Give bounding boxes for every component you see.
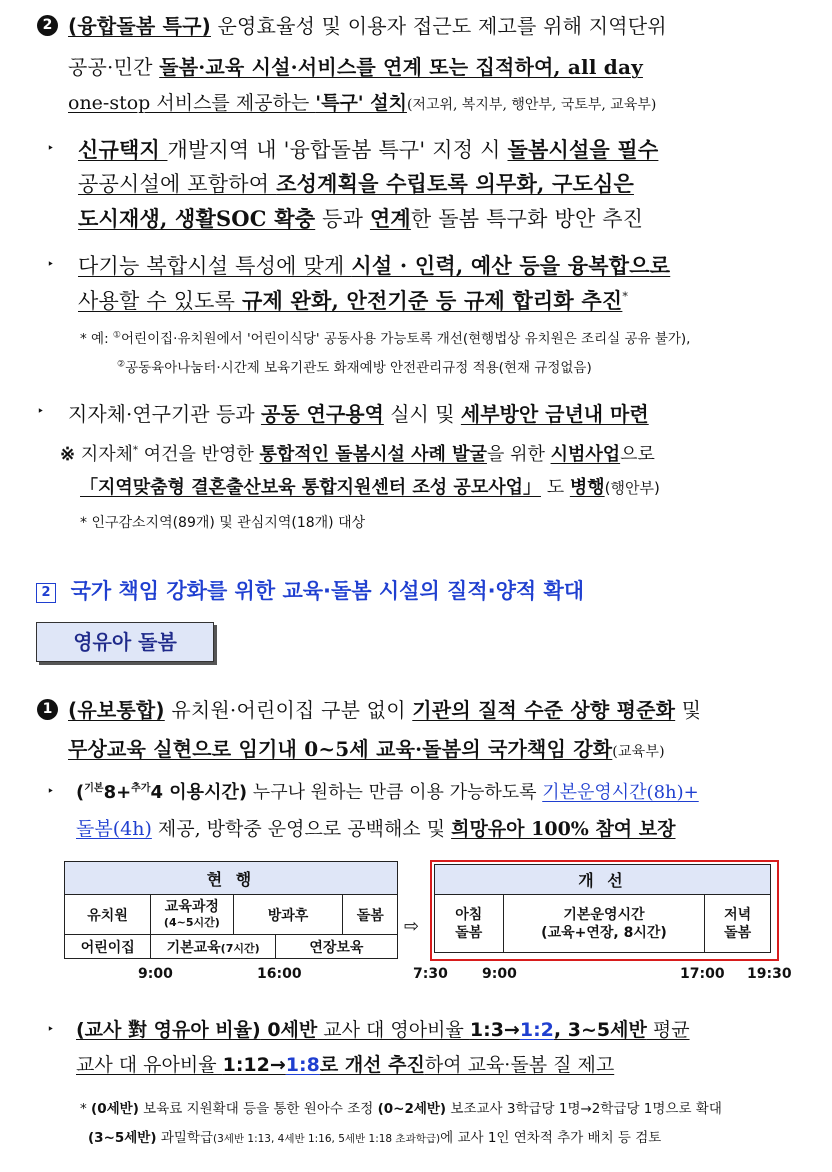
b2-n1a: * 예: <box>80 331 113 347</box>
c2-note2 <box>88 1126 661 1146</box>
current-system-table-row2 <box>64 934 398 959</box>
sec2-line3 <box>68 88 656 115</box>
cell-curriculum-hours: (4~5시간) <box>163 915 220 929</box>
improved-header: 개 선 <box>435 865 771 895</box>
b1-l1b: 개발지역 내 '융합돌봄 특구' 지정 시 <box>167 138 508 162</box>
b1-line1 <box>78 134 658 164</box>
sec1-l1b: 유치원·어린이집 구분 없이 <box>164 698 413 722</box>
b1-l3c: 연계 <box>369 206 411 231</box>
sec2-l3b: '특구' 설치 <box>315 92 407 114</box>
c2-l1f: , 3~5세반 <box>553 1019 647 1041</box>
time-label: 9:00 <box>482 966 517 982</box>
c2-n1d: (0~2세반) <box>377 1101 447 1117</box>
bullet-marker: ‣ <box>47 257 55 271</box>
b3-l1b: 공동 연구용역 <box>260 402 384 426</box>
category-tag: 영유아 돌봄 <box>36 622 214 662</box>
b1-l1c: 돌봄시설을 필수 <box>507 137 659 162</box>
c2-line1 <box>76 1015 690 1042</box>
sec2-head: (융합돌봄 특구) <box>68 14 211 38</box>
b2-line2 <box>78 285 628 315</box>
cell-extended: 연장보육 <box>275 935 397 959</box>
ref-l2a: 「지역맞춤형 결혼출산보육 통합지원센터 조성 공모사업」 <box>80 477 541 498</box>
c1-l1sup1: 기본 <box>84 783 104 794</box>
ref-l1f: 으로 <box>620 444 655 465</box>
sec1-line2 <box>68 733 665 762</box>
current-header: 현 행 <box>65 862 398 895</box>
time-label: 17:00 <box>680 966 725 982</box>
sec2-line1 <box>68 10 667 39</box>
cell-basic-edu <box>151 935 275 959</box>
b2-note2 <box>117 356 592 376</box>
sec2-l3c: (저고위, 복지부, 행안부, 국토부, 교육부) <box>406 97 657 113</box>
bullet-marker: ‣ <box>37 404 45 418</box>
b2-n1sup: ① <box>112 330 121 341</box>
c1-l1a: ( <box>76 782 85 803</box>
c2-l2d: 로 개선 추진 <box>319 1054 425 1076</box>
sec1-l2a: 무상교육 실현으로 임기내 0~5세 교육·돌봄의 국가책임 강화 <box>68 737 613 761</box>
cell-basic-edu-label: 기본교육 <box>166 939 221 956</box>
sec1-l2b: (교육부) <box>612 744 665 760</box>
cell-evening-label1: 저녁 <box>724 906 752 923</box>
sec1-l1c: 기관의 질적 수준 상향 평준화 <box>412 698 676 722</box>
c1-l2b: 제공, 방학중 운영으로 공백해소 및 <box>151 818 452 840</box>
c2-n2b: 과밀학급 <box>156 1130 213 1146</box>
b1-l3b: 등과 <box>315 207 370 231</box>
c2-l2a: 교사 대 유아비율 <box>76 1054 223 1076</box>
cell-basic-hours-label: 기본운영시간 <box>563 906 645 923</box>
cell-basic-edu-hours: (7시간) <box>220 941 260 955</box>
cell-kindergarten: 유치원 <box>65 895 151 935</box>
c2-l2e: 하여 교육·돌봄 질 제고 <box>424 1054 615 1076</box>
ref-l2c: 병행 <box>569 477 605 498</box>
c2-l1g: 평균 <box>646 1019 690 1041</box>
time-label: 19:30 <box>747 966 792 982</box>
ref-l1d: 을 위한 <box>486 444 551 465</box>
time-label: 9:00 <box>138 966 173 982</box>
c2-n2d: 에 교사 1인 연차적 추가 배치 등 검토 <box>440 1130 662 1146</box>
c1-l1sup2: 추가 <box>131 783 151 794</box>
current-system-table <box>64 861 398 935</box>
c2-n2c: (3세반 1:13, 4세반 1:16, 5세반 1:18 초과학급) <box>213 1133 441 1145</box>
b2-l2sup: * <box>622 290 629 303</box>
b1-line2 <box>78 168 634 198</box>
sec1-l1d: 및 <box>675 698 702 722</box>
c2-l1e: 1:2 <box>519 1019 554 1041</box>
c2-note1 <box>80 1097 722 1117</box>
cell-curriculum-label: 교육과정 <box>164 898 219 915</box>
cell-basic-hours <box>503 895 705 953</box>
b1-line3 <box>78 203 643 233</box>
b1-l3d: 한 돌봄 특구화 방안 추진 <box>410 207 644 231</box>
section-heading <box>36 575 584 605</box>
b3-line1 <box>68 398 649 427</box>
cell-afterschool: 방과후 <box>233 895 343 935</box>
c2-n1b: (0세반) <box>91 1101 139 1117</box>
cell-morning-care <box>435 895 504 953</box>
cell-morning-label1: 아침 <box>455 906 483 923</box>
time-label: 16:00 <box>257 966 302 982</box>
c2-l1d: 1:3→ <box>469 1019 520 1041</box>
c2-l2b: 1:12→ <box>222 1054 286 1076</box>
sec1-l1a: (유보통합) <box>68 698 165 722</box>
ref-line1 <box>60 440 655 466</box>
b1-l2a: 공공시설에 포함하여 <box>78 172 277 196</box>
section-number-1: 1 <box>37 699 58 720</box>
bullet-marker: ‣ <box>47 784 55 798</box>
b2-l1a: 다기능 복합시설 특성에 맞게 <box>78 254 352 278</box>
ref-l1sup: * <box>132 445 138 456</box>
bullet-marker: ‣ <box>47 1022 55 1036</box>
cell-curriculum <box>151 895 233 935</box>
b2-l2a: 사용할 수 있도록 <box>78 289 243 313</box>
ref-l1a: 지자체 <box>75 444 133 465</box>
c2-l2c: 1:8 <box>285 1054 320 1076</box>
b2-line1 <box>78 250 670 280</box>
cell-care: 돌봄 <box>343 895 398 935</box>
b2-n1b: 어린이집·유치원에서 '어린이식당' 공동사용 가능토록 개선(현행법상 유치원은 조리실 공유 불가), <box>121 331 691 347</box>
cell-evening-label2: 돌봄 <box>724 924 752 941</box>
ref-l1c: 통합적인 돌봄시설 사례 발굴 <box>259 444 487 465</box>
improved-system-table <box>434 864 771 953</box>
b2-l1b: 시설 · 인력, 예산 등을 융복합으로 <box>351 253 671 278</box>
c2-n1e: 보조교사 3학급당 1명→2학급당 1명으로 확대 <box>446 1101 722 1117</box>
sec2-l3a: one-stop 서비스를 제공하는 <box>68 92 316 114</box>
b2-l2b: 규제 완화, 안전기준 등 규제 합리화 추진 <box>242 288 623 313</box>
bullet-marker: ‣ <box>47 141 55 155</box>
c1-line1 <box>76 778 699 804</box>
b3-l1d: 세부방안 금년내 마련 <box>460 402 649 426</box>
heading-number-box: 2 <box>36 583 56 603</box>
b3-l1c: 실시 및 <box>383 402 461 426</box>
b1-l3a: 도시재생, 생활SOC 확충 <box>78 206 316 231</box>
sec2-l1-text: 운영효율성 및 이용자 접근도 제고를 위해 지역단위 <box>210 14 667 38</box>
cell-daycare: 어린이집 <box>65 935 151 959</box>
b3-l1a: 지자체·연구기관 등과 <box>68 402 261 426</box>
ref-line2 <box>80 473 660 499</box>
cell-basic-hours-detail: (교육+연장, 8시간) <box>541 924 667 941</box>
ref-l2d: (행안부) <box>604 479 660 497</box>
sec2-l2b: 돌봄·교육 시설·서비스를 연계 또는 집적하여, all day <box>159 55 643 79</box>
cell-evening-care <box>705 895 771 953</box>
c2-l1b: 0세반 <box>260 1019 318 1041</box>
c2-line2 <box>76 1050 614 1077</box>
c2-n2a: (3~5세반) <box>88 1130 157 1146</box>
c1-l2a: 돌봄(4h) <box>76 818 152 840</box>
arrow-icon: ⇨ <box>404 916 420 937</box>
sec1-line1 <box>68 694 701 723</box>
sec2-l2a: 공공·민간 <box>68 55 160 79</box>
c2-n1c: 보육료 지원확대 등을 통한 원아수 조정 <box>138 1101 378 1117</box>
c1-l1c: 4 이용시간) <box>150 782 248 803</box>
heading-text: 국가 책임 강화를 위한 교육·돌봄 시설의 질적·양적 확대 <box>70 579 585 603</box>
ref-mark: ※ <box>60 444 76 465</box>
ref-l1b: 여건을 반영한 <box>137 444 260 465</box>
c2-l1a: (교사 對 영유아 비율) <box>76 1019 261 1041</box>
b1-l2b: 조성계획을 수립토록 의무화, 구도심은 <box>276 171 634 196</box>
time-label: 7:30 <box>413 966 448 982</box>
c2-n1a: * <box>80 1101 92 1117</box>
c1-line2 <box>76 814 676 841</box>
cell-morning-label2: 돌봄 <box>455 924 483 941</box>
b2-n2b: 공동육아나눔터·시간제 보육기관도 화재예방 안전관리규정 적용(현재 규정없음) <box>125 360 592 376</box>
b2-note1 <box>80 327 690 347</box>
c1-l2c: 희망유아 100% 참여 보장 <box>451 818 676 840</box>
ref-l1e: 시범사업 <box>550 444 621 465</box>
b1-l1a: 신규택지 <box>78 137 168 162</box>
c1-l1e: 기본운영시간(8h)+ <box>542 782 699 803</box>
c1-l1d: 누구나 원하는 만큼 이용 가능하도록 <box>247 782 543 803</box>
c2-l1c: 교사 대 영아비율 <box>317 1019 470 1041</box>
sec2-line2 <box>68 51 643 80</box>
c1-l1b: 8+ <box>103 782 132 803</box>
b2-n2sup: ② <box>117 359 126 370</box>
ref-note: * 인구감소지역(89개) 및 관심지역(18개) 대상 <box>80 515 366 531</box>
section-number-2: 2 <box>37 15 58 36</box>
ref-l2b: 도 <box>541 477 570 498</box>
